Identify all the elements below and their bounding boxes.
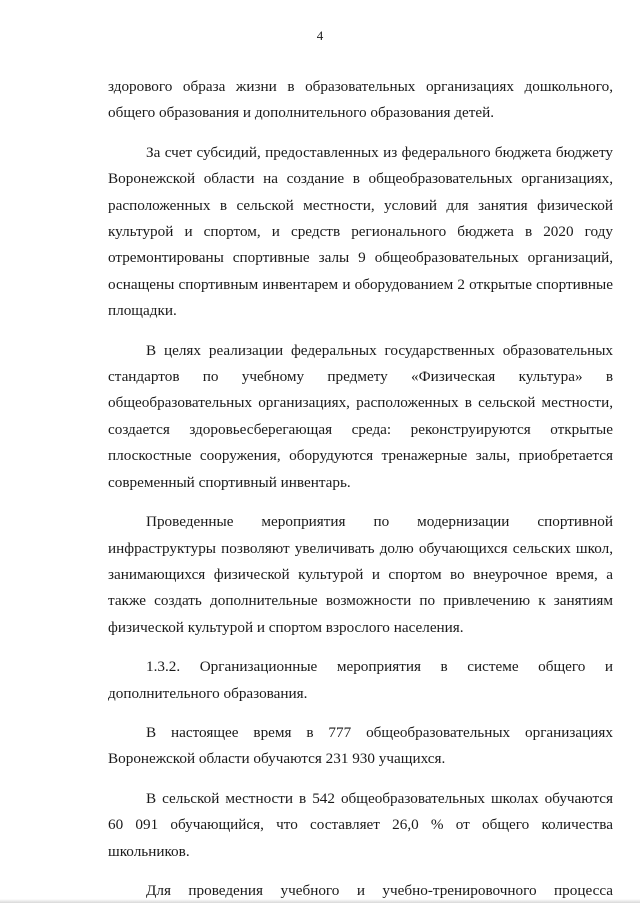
paragraph-4: Проведенные мероприятия по модернизации спортивной инфраструктуры позволяют увеличивать долю обучающихся сельских школ, занимающихся физической культурой и спортом во внеурочное время, а также создать дополнительные возможности по привлечению к занятиям физической культурой и спортом взрослого населения. — [108, 513, 613, 636]
paragraph-1: здорового образа жизни в образовательных организациях дошкольного, общего образования и дополнительного образования детей. — [108, 78, 613, 122]
paragraph-6: В сельской местности в 542 общеобразовательных школах обучаются 60 091 обучающийся, что составляет 26,0 % от общего количества школьников. — [108, 789, 613, 860]
paragraph-2: За счет субсидий, предоставленных из федерального бюджета бюджету Воронежской области на создание в общеобразовательных организациях, расположенных в сельской местности, условий для занятия физической культурой и спортом, и средств регионального бюджета в 2020 году отремонтированы спортивные залы 9 общеобразовательных организаций, оснащены спортивным инвентарем и оборудованием 2 открытые спортивные площадки. — [108, 143, 613, 320]
paragraph-5: В настоящее время в 777 общеобразовательных организациях Воронежской области обучаются 231 930 учащихся. — [108, 723, 613, 768]
document-body — [108, 74, 613, 917]
paragraph-7: Для проведения учебного и учебно-тренировочного процесса — [146, 881, 613, 899]
page-number: 4 — [316, 28, 324, 43]
paragraph-3: В целях реализации федеральных государственных образовательных стандартов по учебному предмету «Физическая культура» в общеобразовательных организациях, расположенных в сельской местности, создается здоровьесберегающая среда: реконструируются открытые плоскостные сооружения, оборудуются тренажерные залы, приобретается современный спортивный инвентарь. — [108, 341, 613, 491]
scan-bottom-edge — [0, 899, 640, 903]
section-heading-1-3-2: 1.3.2. Организационные мероприятия в системе общего и дополнительного образования. — [108, 658, 613, 702]
